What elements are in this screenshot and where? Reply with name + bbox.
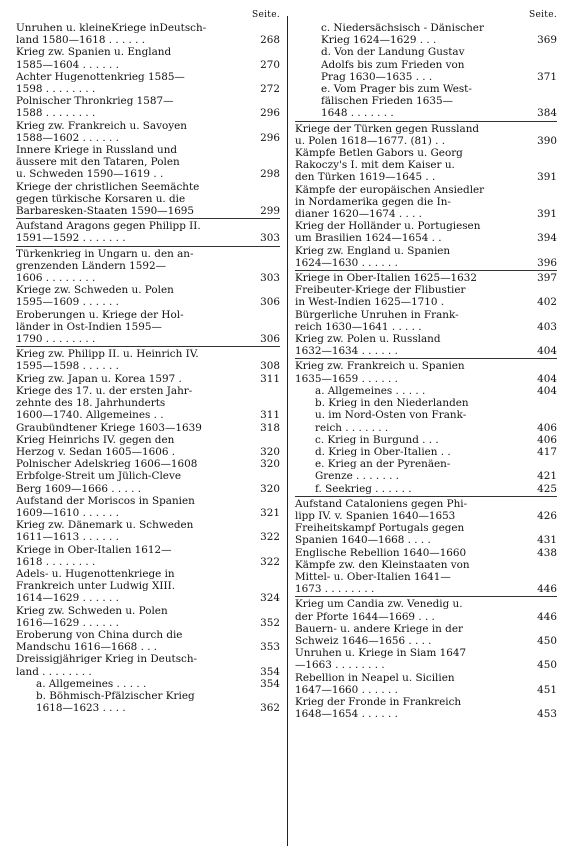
entry-page-number: 306 — [260, 296, 280, 309]
index-entry — [16, 385, 280, 422]
entry-page-number: 384 — [537, 107, 557, 120]
entry-title-line: Grenze . . . . . . . — [315, 470, 399, 483]
entry-title — [16, 22, 250, 46]
index-entry — [295, 458, 557, 482]
index-entry — [295, 22, 557, 46]
entry-title-line: fälischen Frieden 1635— — [321, 95, 453, 108]
index-entry — [295, 184, 557, 221]
index-entry — [295, 245, 557, 269]
entry-title-line: Krieg Heinrichs IV. gegen den — [16, 433, 175, 446]
entry-title-line: Frankreich unter Ludwig XIII. — [16, 580, 176, 593]
entry-page-number: 324 — [260, 592, 280, 605]
entry-title-line: Krieg zw. Frankreich u. Spanien — [295, 360, 465, 373]
entry-page-number: 403 — [537, 320, 557, 333]
entry-title-line: Mittel- u. Ober-Italien 1641— — [295, 570, 451, 583]
index-entry — [16, 629, 280, 653]
entry-title — [295, 647, 527, 671]
entry-title — [16, 568, 250, 605]
index-entry — [16, 470, 280, 494]
entry-title — [295, 598, 527, 622]
entry-title — [295, 623, 527, 647]
entry-title-line: Krieg zw. Japan u. Korea 1597 . — [16, 372, 182, 385]
entry-title — [16, 544, 250, 568]
entry-title — [295, 83, 527, 120]
entry-title — [16, 248, 250, 285]
entry-title-line: land 1580—1618 . . . . . . — [16, 34, 146, 47]
entry-page-number: 306 — [260, 333, 280, 346]
entry-title-line: Kämpfe der europäischen Ansiedler — [295, 183, 485, 196]
entry-page-number: 390 — [537, 134, 557, 147]
entry-page-number: 453 — [537, 708, 557, 721]
entry-title-line: 1606 . . . . . . . . — [16, 272, 96, 285]
entry-title-line: 1618—1623 . . . . — [36, 702, 126, 715]
entry-page-number: 402 — [537, 296, 557, 309]
entry-title — [295, 397, 527, 434]
entry-title-line: Spanien 1640—1668 . . . . — [295, 534, 431, 547]
entry-title-line: gegen türkische Korsaren u. die — [16, 192, 186, 205]
entry-title — [16, 95, 250, 119]
entry-title-line: Krieg zw. Dänemark u. Schweden — [16, 519, 194, 532]
entry-title-line: Unruhen u. kleineKriege inDeutsch- — [16, 22, 207, 34]
entry-title-line: 1588 . . . . . . . . — [16, 107, 96, 120]
entry-title-line: 1635—1659 . . . . . . — [295, 372, 398, 385]
entry-page-number: 268 — [260, 34, 280, 47]
entry-page-number: 308 — [260, 360, 280, 373]
entry-title — [295, 284, 527, 308]
entry-title — [295, 147, 527, 184]
entry-page-number: 446 — [537, 583, 557, 596]
entry-title — [16, 653, 250, 677]
index-entry — [16, 95, 280, 119]
index-entry — [295, 522, 557, 546]
entry-title — [16, 71, 250, 95]
entry-title-line: Krieg zw. Philipp II. u. Heinrich IV. — [16, 348, 199, 361]
index-entry — [16, 568, 280, 605]
entry-title-line: zehnte des 18. Jahrhunderts — [16, 397, 166, 410]
entry-title — [295, 458, 527, 482]
index-entry — [295, 309, 557, 333]
entry-page-number: 431 — [537, 534, 557, 547]
entry-title — [295, 547, 527, 559]
entry-title — [16, 690, 250, 714]
entry-page-number: 320 — [260, 482, 280, 495]
entry-title-line: f. Seekrieg . . . . . . — [315, 482, 412, 495]
entry-page-number: 354 — [260, 677, 280, 690]
entry-title-line: 1595—1609 . . . . . . — [16, 296, 119, 309]
entry-title — [295, 123, 527, 147]
entry-title — [295, 360, 527, 384]
index-entry — [16, 218, 280, 244]
left-entry-list — [16, 22, 280, 714]
index-entry — [295, 46, 557, 83]
seite-header-right: Seite. — [529, 10, 557, 20]
entry-title — [16, 470, 250, 494]
entry-page-number: 421 — [537, 470, 557, 483]
entry-title-line: Eroberungen u. Kriege der Hol- — [16, 308, 184, 321]
entry-title-line: 1609—1610 . . . . . . — [16, 506, 119, 519]
index-entry — [295, 647, 557, 671]
index-entry — [295, 83, 557, 120]
entry-title-line: c. Niedersächsisch - Dänischer — [321, 22, 484, 34]
entry-page-number: 426 — [537, 509, 557, 522]
entry-title-line: Eroberung von China durch die — [16, 628, 183, 641]
entry-title — [295, 272, 527, 284]
index-entry — [16, 46, 280, 70]
index-entry — [295, 672, 557, 696]
entry-title-line: reich . . . . . . . — [315, 421, 389, 434]
entry-title — [295, 672, 527, 696]
entry-title — [16, 385, 250, 422]
entry-title-line: 1632—1634 . . . . . . — [295, 345, 398, 358]
entry-title-line: 1600—1740. Allgemeines . . — [16, 409, 164, 422]
entry-title — [295, 696, 527, 720]
index-entry — [16, 495, 280, 519]
index-entry — [295, 496, 557, 522]
entry-title — [295, 522, 527, 546]
entry-title-line: —1663 . . . . . . . . — [295, 659, 385, 672]
entry-title-line: Krieg der Holländer u. Portugiesen — [295, 220, 481, 233]
entry-title-line: Innere Kriege in Russland und — [16, 144, 178, 157]
entry-title-line: Bürgerliche Unruhen in Frank- — [295, 308, 459, 321]
entry-page-number: 353 — [260, 641, 280, 654]
index-entry — [16, 519, 280, 543]
entry-title — [16, 629, 250, 653]
entry-page-number: 296 — [260, 107, 280, 120]
entry-page-number: 371 — [537, 70, 557, 83]
index-entry — [16, 246, 280, 285]
entry-title-line: Krieg zw. Spanien u. England — [16, 46, 172, 59]
entry-page-number: 391 — [537, 171, 557, 184]
entry-title-line: Erbfolge-Streit um Jülich-Cleve — [16, 470, 181, 483]
index-entry — [16, 22, 280, 46]
entry-title-line: Adels- u. Hugenottenkriege in — [16, 567, 175, 580]
right-column — [295, 8, 557, 720]
entry-title-line: Krieg zw. Schweden u. Polen — [16, 604, 168, 617]
entry-title-line: Kriege des 17. u. der ersten Jahr- — [16, 384, 193, 397]
right-entry-list — [295, 22, 557, 720]
entry-page-number: 311 — [260, 372, 280, 385]
entry-title-line: Freiheitskampf Portugals gegen — [295, 522, 465, 535]
entry-page-number: 438 — [537, 546, 557, 559]
entry-page-number: 404 — [537, 384, 557, 397]
entry-title — [295, 220, 527, 244]
entry-page-number: 296 — [260, 131, 280, 144]
entry-title-line: Polnischer Adelskrieg 1606—1608 — [16, 458, 198, 471]
index-entry — [16, 544, 280, 568]
entry-title-line: 1595—1598 . . . . . . — [16, 360, 119, 373]
entry-title-line: u. Schweden 1590—1619 . . — [16, 168, 164, 181]
entry-title-line: Prag 1630—1635 . . . — [321, 70, 433, 83]
entry-page-number: 303 — [260, 232, 280, 245]
entry-title-line: den Türken 1619—1645 . . — [295, 171, 436, 184]
entry-title-line: 1616—1629 . . . . . . — [16, 616, 119, 629]
entry-page-number: 311 — [260, 409, 280, 422]
entry-title-line: Rebellion in Neapel u. Sicilien — [295, 671, 455, 684]
entry-title — [16, 458, 250, 470]
entry-title-line: b. Böhmisch-Pfälzischer Krieg — [36, 689, 195, 702]
entry-title-line: Berg 1609—1666 . . . . . — [16, 482, 142, 495]
entry-title-line: lipp IV. v. Spanien 1640—1653 — [295, 509, 456, 522]
entry-title — [295, 309, 527, 333]
index-entry — [16, 284, 280, 308]
index-entry — [16, 309, 280, 346]
entry-title-line: Krieg der Fronde in Frankreich — [295, 695, 462, 708]
index-entry — [295, 446, 557, 458]
index-entry — [16, 346, 280, 372]
entry-page-number: 369 — [537, 34, 557, 47]
entry-title-line: Achter Hugenottenkrieg 1585— — [16, 70, 185, 83]
left-column — [16, 8, 280, 714]
entry-title-line: u. Polen 1618—1677. (81) . . — [295, 134, 446, 147]
index-entry — [16, 373, 280, 385]
entry-title-line: e. Vom Prager bis zum West- — [321, 83, 472, 96]
entry-title-line: Adolfs bis zum Frieden von — [321, 58, 465, 71]
entry-page-number: 303 — [260, 272, 280, 285]
index-entry — [295, 147, 557, 184]
entry-title — [295, 446, 527, 458]
entry-title — [295, 385, 527, 397]
entry-page-number: 354 — [260, 665, 280, 678]
index-entry — [16, 434, 280, 458]
entry-title-line: 1624—1630 . . . . . . — [295, 256, 398, 269]
entry-title-line: d. Von der Landung Gustav — [321, 46, 465, 59]
entry-title-line: 1614—1629 . . . . . . — [16, 592, 119, 605]
index-entry — [16, 120, 280, 144]
entry-title-line: d. Krieg in Ober-Italien . . — [315, 445, 451, 458]
entry-title-line: Bauern- u. andere Kriege in der — [295, 622, 463, 635]
entry-title — [295, 184, 527, 221]
entry-title-line: grenzenden Ländern 1592— — [16, 259, 166, 272]
entry-title — [16, 220, 250, 244]
entry-page-number: 270 — [260, 58, 280, 71]
entry-page-number: 417 — [537, 445, 557, 458]
index-entry — [295, 385, 557, 397]
entry-page-number: 391 — [537, 208, 557, 221]
index-entry — [295, 284, 557, 308]
entry-title-line: Barbaresken-Staaten 1590—1695 — [16, 205, 195, 218]
entry-title-line: Kriege zw. Schweden u. Polen — [16, 284, 174, 297]
index-entry — [295, 358, 557, 384]
entry-title-line: Krieg zw. England u. Spanien — [295, 244, 451, 257]
index-entry — [295, 547, 557, 559]
entry-title-line: der Pforte 1644—1669 . . . — [295, 610, 435, 623]
entry-title-line: 1591—1592 . . . . . . . — [16, 232, 126, 245]
entry-title — [16, 519, 250, 543]
entry-page-number: 321 — [260, 506, 280, 519]
index-entry — [16, 144, 280, 181]
entry-title-line: 1618 . . . . . . . . — [16, 555, 96, 568]
index-entry — [295, 559, 557, 596]
entry-title-line: Krieg zw. Frankreich u. Savoyen — [16, 119, 187, 132]
entry-title-line: Graubündtener Kriege 1603—1639 — [16, 421, 202, 434]
index-entry — [295, 696, 557, 720]
entry-title-line: Aufstand der Moriscos in Spanien — [16, 494, 195, 507]
entry-title-line: Unruhen u. Kriege in Siam 1647 — [295, 647, 467, 660]
entry-page-number: 298 — [260, 168, 280, 181]
entry-page-number: 404 — [537, 372, 557, 385]
entry-page-number: 272 — [260, 83, 280, 96]
entry-title — [16, 181, 250, 218]
index-entry — [295, 220, 557, 244]
entry-title-line: äussere mit den Tataren, Polen — [16, 156, 180, 169]
entry-title — [295, 559, 527, 596]
entry-title-line: Kriege der Türken gegen Russland — [295, 122, 480, 135]
entry-page-number: 299 — [260, 205, 280, 218]
index-entry — [16, 653, 280, 677]
entry-title-line: 1790 . . . . . . . . — [16, 333, 96, 346]
index-entry — [295, 596, 557, 622]
index-entry — [295, 270, 557, 284]
entry-title-line: in West-Indien 1625—1710 . — [295, 296, 445, 309]
entry-title-line: Englische Rebellion 1640—1660 — [295, 546, 467, 559]
entry-title — [16, 605, 250, 629]
entry-page-number: 406 — [537, 421, 557, 434]
entry-title — [16, 309, 250, 346]
seite-header-left: Seite. — [252, 10, 280, 20]
entry-title-line: Aufstand Cataloniens gegen Phi- — [295, 497, 468, 510]
entry-title — [295, 333, 527, 357]
entry-title-line: 1648—1654 . . . . . . — [295, 708, 398, 721]
entry-title — [295, 483, 527, 495]
entry-title-line: reich 1630—1641 . . . . . — [295, 320, 422, 333]
entry-title — [16, 495, 250, 519]
entry-title-line: Kämpfe Betlen Gabors u. Georg — [295, 147, 463, 160]
entry-title-line: 1648 . . . . . . . — [321, 107, 394, 120]
entry-title-line: 1585—1604 . . . . . . — [16, 58, 119, 71]
index-entry — [295, 623, 557, 647]
index-entry — [295, 333, 557, 357]
entry-title-line: e. Krieg an der Pyrenäen- — [315, 458, 451, 471]
entry-page-number: 322 — [260, 531, 280, 544]
entry-title-line: Krieg 1624—1629 . . . — [321, 34, 437, 47]
entry-page-number: 425 — [537, 482, 557, 495]
entry-title-line: länder in Ost-Indien 1595— — [16, 320, 162, 333]
entry-page-number: 396 — [537, 256, 557, 269]
entry-title-line: c. Krieg in Burgund . . . — [315, 433, 439, 446]
entry-title-line: Herzog v. Sedan 1605—1606 . — [16, 445, 176, 458]
entry-title-line: Dreissigjähriger Krieg in Deutsch- — [16, 653, 198, 666]
index-entry — [295, 121, 557, 147]
entry-page-number: 451 — [537, 683, 557, 696]
entry-title-line: 1611—1613 . . . . . . — [16, 531, 119, 544]
entry-title — [16, 348, 250, 372]
entry-title-line: Türkenkrieg in Ungarn u. den an- — [16, 247, 194, 260]
entry-title-line: um Brasilien 1624—1654 . . — [295, 232, 442, 245]
entry-title-line: dianer 1620—1674 . . . . — [295, 208, 422, 221]
entry-title-line: Freibeuter-Kriege der Flibustier — [295, 284, 466, 297]
entry-page-number: 404 — [537, 345, 557, 358]
entry-page-number: 318 — [260, 421, 280, 434]
entry-title — [16, 284, 250, 308]
entry-title — [295, 22, 527, 46]
entry-title — [16, 373, 250, 385]
index-entry — [295, 434, 557, 446]
entry-page-number: 446 — [537, 610, 557, 623]
entry-title — [295, 434, 527, 446]
entry-title — [16, 144, 250, 181]
entry-title-line: Kämpfe zw. den Kleinstaaten von — [295, 558, 470, 571]
entry-title-line: Mandschu 1616—1668 . . . — [16, 641, 158, 654]
entry-title-line: a. Allgemeines . . . . . — [36, 677, 147, 690]
index-entry — [16, 458, 280, 470]
entry-page-number: 450 — [537, 659, 557, 672]
column-divider — [287, 16, 288, 846]
entry-title-line: Kriege der christlichen Seemächte — [16, 180, 200, 193]
entry-title-line: Aufstand Aragons gegen Philipp II. — [16, 220, 201, 233]
entry-page-number: 450 — [537, 634, 557, 647]
entry-title — [295, 498, 527, 522]
entry-title-line: Kriege in Ober-Italien 1612— — [16, 543, 172, 556]
entry-title — [16, 120, 250, 144]
entry-page-number: 320 — [260, 458, 280, 471]
index-entry — [16, 605, 280, 629]
entry-page-number: 397 — [537, 272, 557, 285]
entry-title-line: Krieg um Candia zw. Venedig u. — [295, 598, 463, 611]
entry-title-line: in Nordamerika gegen die In- — [295, 195, 451, 208]
entry-page-number: 362 — [260, 702, 280, 715]
entry-page-number: 322 — [260, 555, 280, 568]
entry-title-line: Rakoczy's I. mit dem Kaiser u. — [295, 159, 455, 172]
entry-title — [16, 678, 250, 690]
index-entry — [16, 181, 280, 218]
entry-title-line: Schweiz 1646—1656 . . . . — [295, 634, 432, 647]
index-entry — [295, 397, 557, 434]
entry-title — [295, 245, 527, 269]
index-entry — [16, 71, 280, 95]
index-entry — [16, 422, 280, 434]
entry-title — [295, 46, 527, 83]
index-entry — [16, 678, 280, 690]
entry-page-number: 352 — [260, 616, 280, 629]
entry-title-line: b. Krieg in den Niederlanden — [315, 397, 469, 410]
entry-page-number: 394 — [537, 232, 557, 245]
index-entry — [295, 483, 557, 495]
entry-title-line: 1647—1660 . . . . . . — [295, 683, 398, 696]
entry-page-number: 406 — [537, 433, 557, 446]
entry-title — [16, 434, 250, 458]
entry-title-line: a. Allgemeines . . . . . — [315, 384, 426, 397]
entry-page-number: 320 — [260, 445, 280, 458]
index-entry — [16, 690, 280, 714]
entry-title-line: 1598 . . . . . . . . — [16, 83, 96, 96]
entry-title — [16, 422, 250, 434]
entry-title-line: land . . . . . . . . — [16, 665, 92, 678]
entry-title — [16, 46, 250, 70]
entry-title-line: 1588—1602 . . . . . . — [16, 131, 119, 144]
entry-title-line: Kriege in Ober-Italien 1625—1632 — [295, 272, 477, 285]
entry-title-line: Krieg zw. Polen u. Russland — [295, 333, 441, 346]
entry-title-line: u. im Nord-Osten von Frank- — [315, 409, 467, 422]
entry-title-line: 1673 . . . . . . . . — [295, 583, 375, 596]
entry-title-line: Polnischer Thronkrieg 1587— — [16, 95, 174, 108]
